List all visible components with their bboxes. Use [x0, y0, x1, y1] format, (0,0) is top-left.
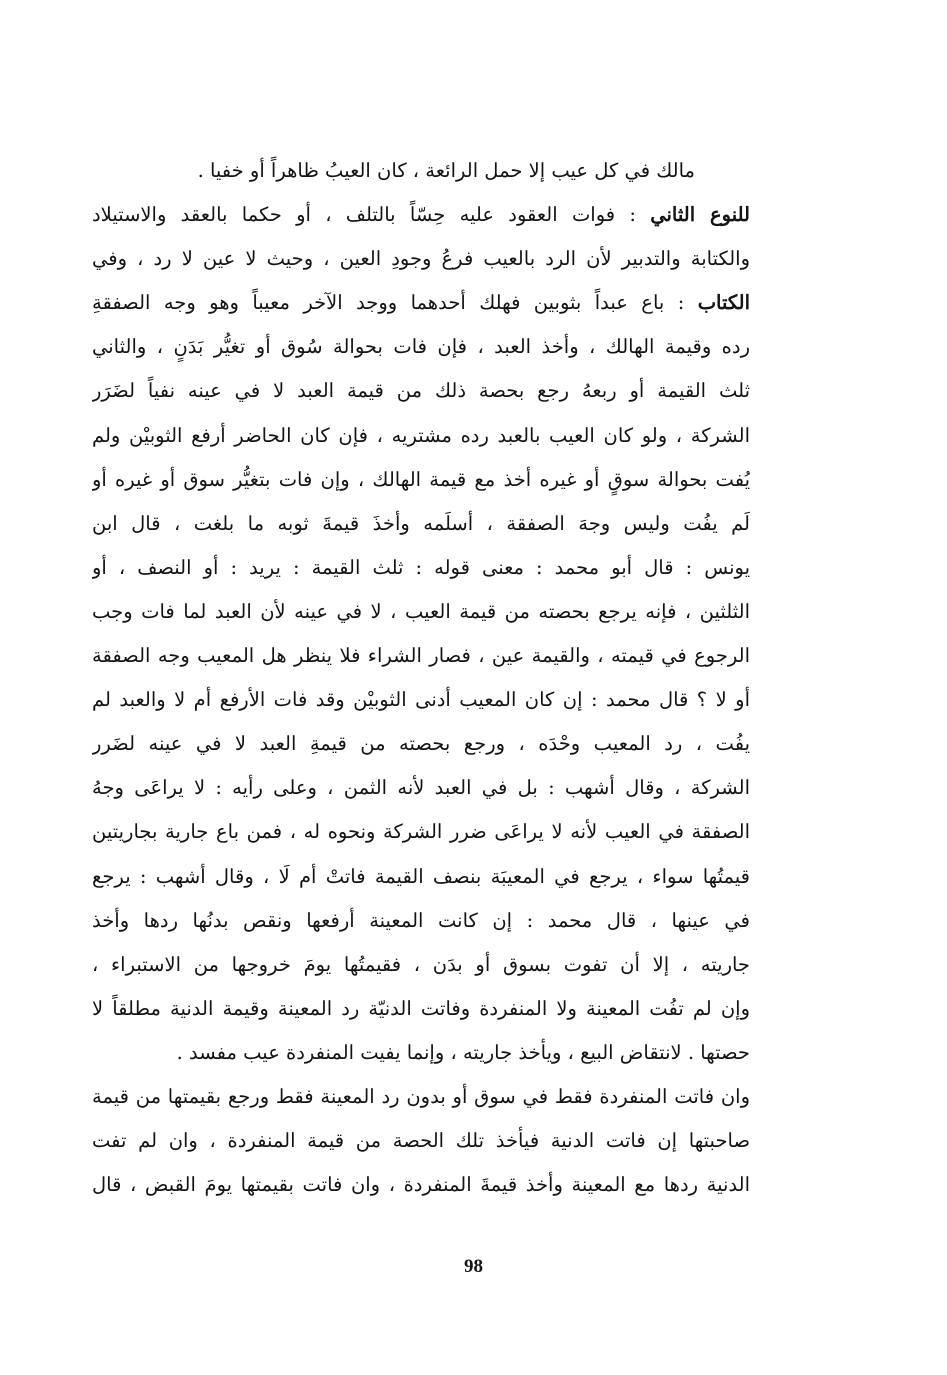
text-line — [92, 458, 750, 502]
line-text: حصتها . لانتقاض البيع ، ويأخذ جاريته ، وإنما يفيت المنفردة عيب مفسد . — [176, 1040, 750, 1064]
line-text: جاريته ، إلا أن تفوت بسوق أو بدَن ، فقيمتُها يومَ خروجها من الاستبراء ، — [92, 952, 750, 976]
line-text: ثلث القيمة أو ربعهُ رجع بحصة ذلك من قيمة العبد لا في عينه نفياً لضَرَر — [92, 379, 750, 403]
text-line — [92, 369, 750, 413]
line-text: قيمتُها سواء ، يرجع في المعيبَة بنصف القيمة فاتتْ أم لَا ، وقال أشهب : يرجع — [92, 864, 750, 888]
text-line — [92, 1075, 750, 1119]
line-text: الرجوع في قيمته ، والقيمة عين ، فصار الشراء فلا ينظر هل المعيب وجه الصفقة — [92, 644, 750, 668]
text-line — [92, 193, 750, 237]
text-line — [92, 237, 750, 281]
line-text: وان فاتت المنفردة فقط في سوق أو بدون رد المعينة فقط ورجع بقيمتها من قيمة — [92, 1084, 750, 1108]
line-text: الدنية ردها مع المعينة وأخذ قيمةَ المنفردة ، وان فاتت بقيمتها يومَ القبض ، قال — [92, 1173, 750, 1197]
text-line — [92, 414, 750, 458]
line-text: الشركة ، وقال أشهب : بل في العبد لأنه الثمن ، وعلى رأيه : لا يراعَى وجهُ — [92, 776, 750, 800]
section-keyword: للنوع الثاني — [650, 203, 750, 227]
text-line — [92, 943, 750, 987]
text-line — [92, 149, 750, 193]
line-text: وإن لم تفُت المعينة ولا المنفردة وفاتت الدنيّة رد المعينة وقيمة الدنية مطلقاً لا — [92, 996, 750, 1020]
line-text: صاحبتها إن فاتت الدنية فيأخذ تلك الحصة من قيمة المنفردة ، وان لم تفت — [92, 1129, 750, 1153]
line-text: مالك في كل عيب إلا حمل الرائعة ، كان العيبُ ظاهراً أو خفيا . — [197, 159, 695, 182]
line-text: لَم يفُت وليس وجهَ الصفقة ، أسلَمه وأخذَ قيمةَ ثوبه ما بلغت ، قال ابن — [92, 511, 750, 535]
line-text: والكتابة والتدبير لأن الرد بالعيب فرعُ وجودِ العين ، وحيث لا عين لا رد ، وفي — [92, 247, 750, 271]
text-line — [92, 281, 750, 325]
text-line — [92, 855, 750, 899]
body-text — [92, 149, 750, 1207]
line-text: يونس : قال أبو محمد : معنى قوله : ثلث القيمة : يريد : أو النصف ، أو — [92, 555, 750, 579]
page-number: 98 — [464, 1256, 483, 1277]
text-line — [92, 502, 750, 546]
line-text: الشركة ، ولو كان العيب بالعبد رده مشتريه ، فإن كان الحاضر أرفع الثوبيْن ولم — [92, 423, 750, 447]
text-line — [92, 1119, 750, 1163]
line-text: في عينها ، قال محمد : إن كانت المعينة أرفعها ونقص بدنُها ردها وأخذ — [92, 908, 750, 932]
line-text: يُفت بحوالة سوقٍ أو غيره أخذ مع قيمة الهالك ، وإن فات بتغيُّر سوق أو غيره أو — [92, 467, 750, 491]
text-line — [92, 634, 750, 678]
text-line — [92, 766, 750, 810]
line-text: رده وقيمة الهالك ، وأخذ العبد ، فإن فات بحوالة سُوق أو تغيُّر بَدَنٍ ، والثاني — [92, 335, 750, 359]
line-text: أو لا ؟ قال محمد : إن كان المعيب أدنى الثوبيْن وقد فات الأرفع أم لا والعبد لم — [92, 688, 750, 712]
text-line — [92, 987, 750, 1031]
text-line — [92, 722, 750, 766]
line-text: يفُت ، رد المعيب وحْدَه ، ورجع بحصته من قيمةِ العبد لا في عينه لضَرر — [92, 732, 750, 756]
text-line — [92, 546, 750, 590]
text-line — [92, 1031, 750, 1075]
line-text: الثلثين ، فإنه يرجع بحصته من قيمة العيب ، لا في عينه لأن العبد لما فات وجب — [92, 599, 750, 623]
text-line — [92, 590, 750, 634]
line-text: الصفقة في العيب لأنه لا يراعَى ضرر الشركة ونحوه له ، فمن باع جارية بجاريتين — [92, 820, 750, 844]
text-line — [92, 810, 750, 854]
text-line — [92, 899, 750, 943]
text-line — [92, 1163, 750, 1207]
text-line — [92, 678, 750, 722]
line-text: : فوات العقود عليه حِسّاً بالتلف ، أو حكما بالعقد والاستيلاد — [92, 203, 651, 227]
section-keyword: الكتاب — [697, 291, 750, 315]
line-text: : باع عبداً بثوبين فهلك أحدهما ووجد الآخر معيباً وهو وجه الصفقةِ — [92, 291, 698, 315]
text-line — [92, 325, 750, 369]
